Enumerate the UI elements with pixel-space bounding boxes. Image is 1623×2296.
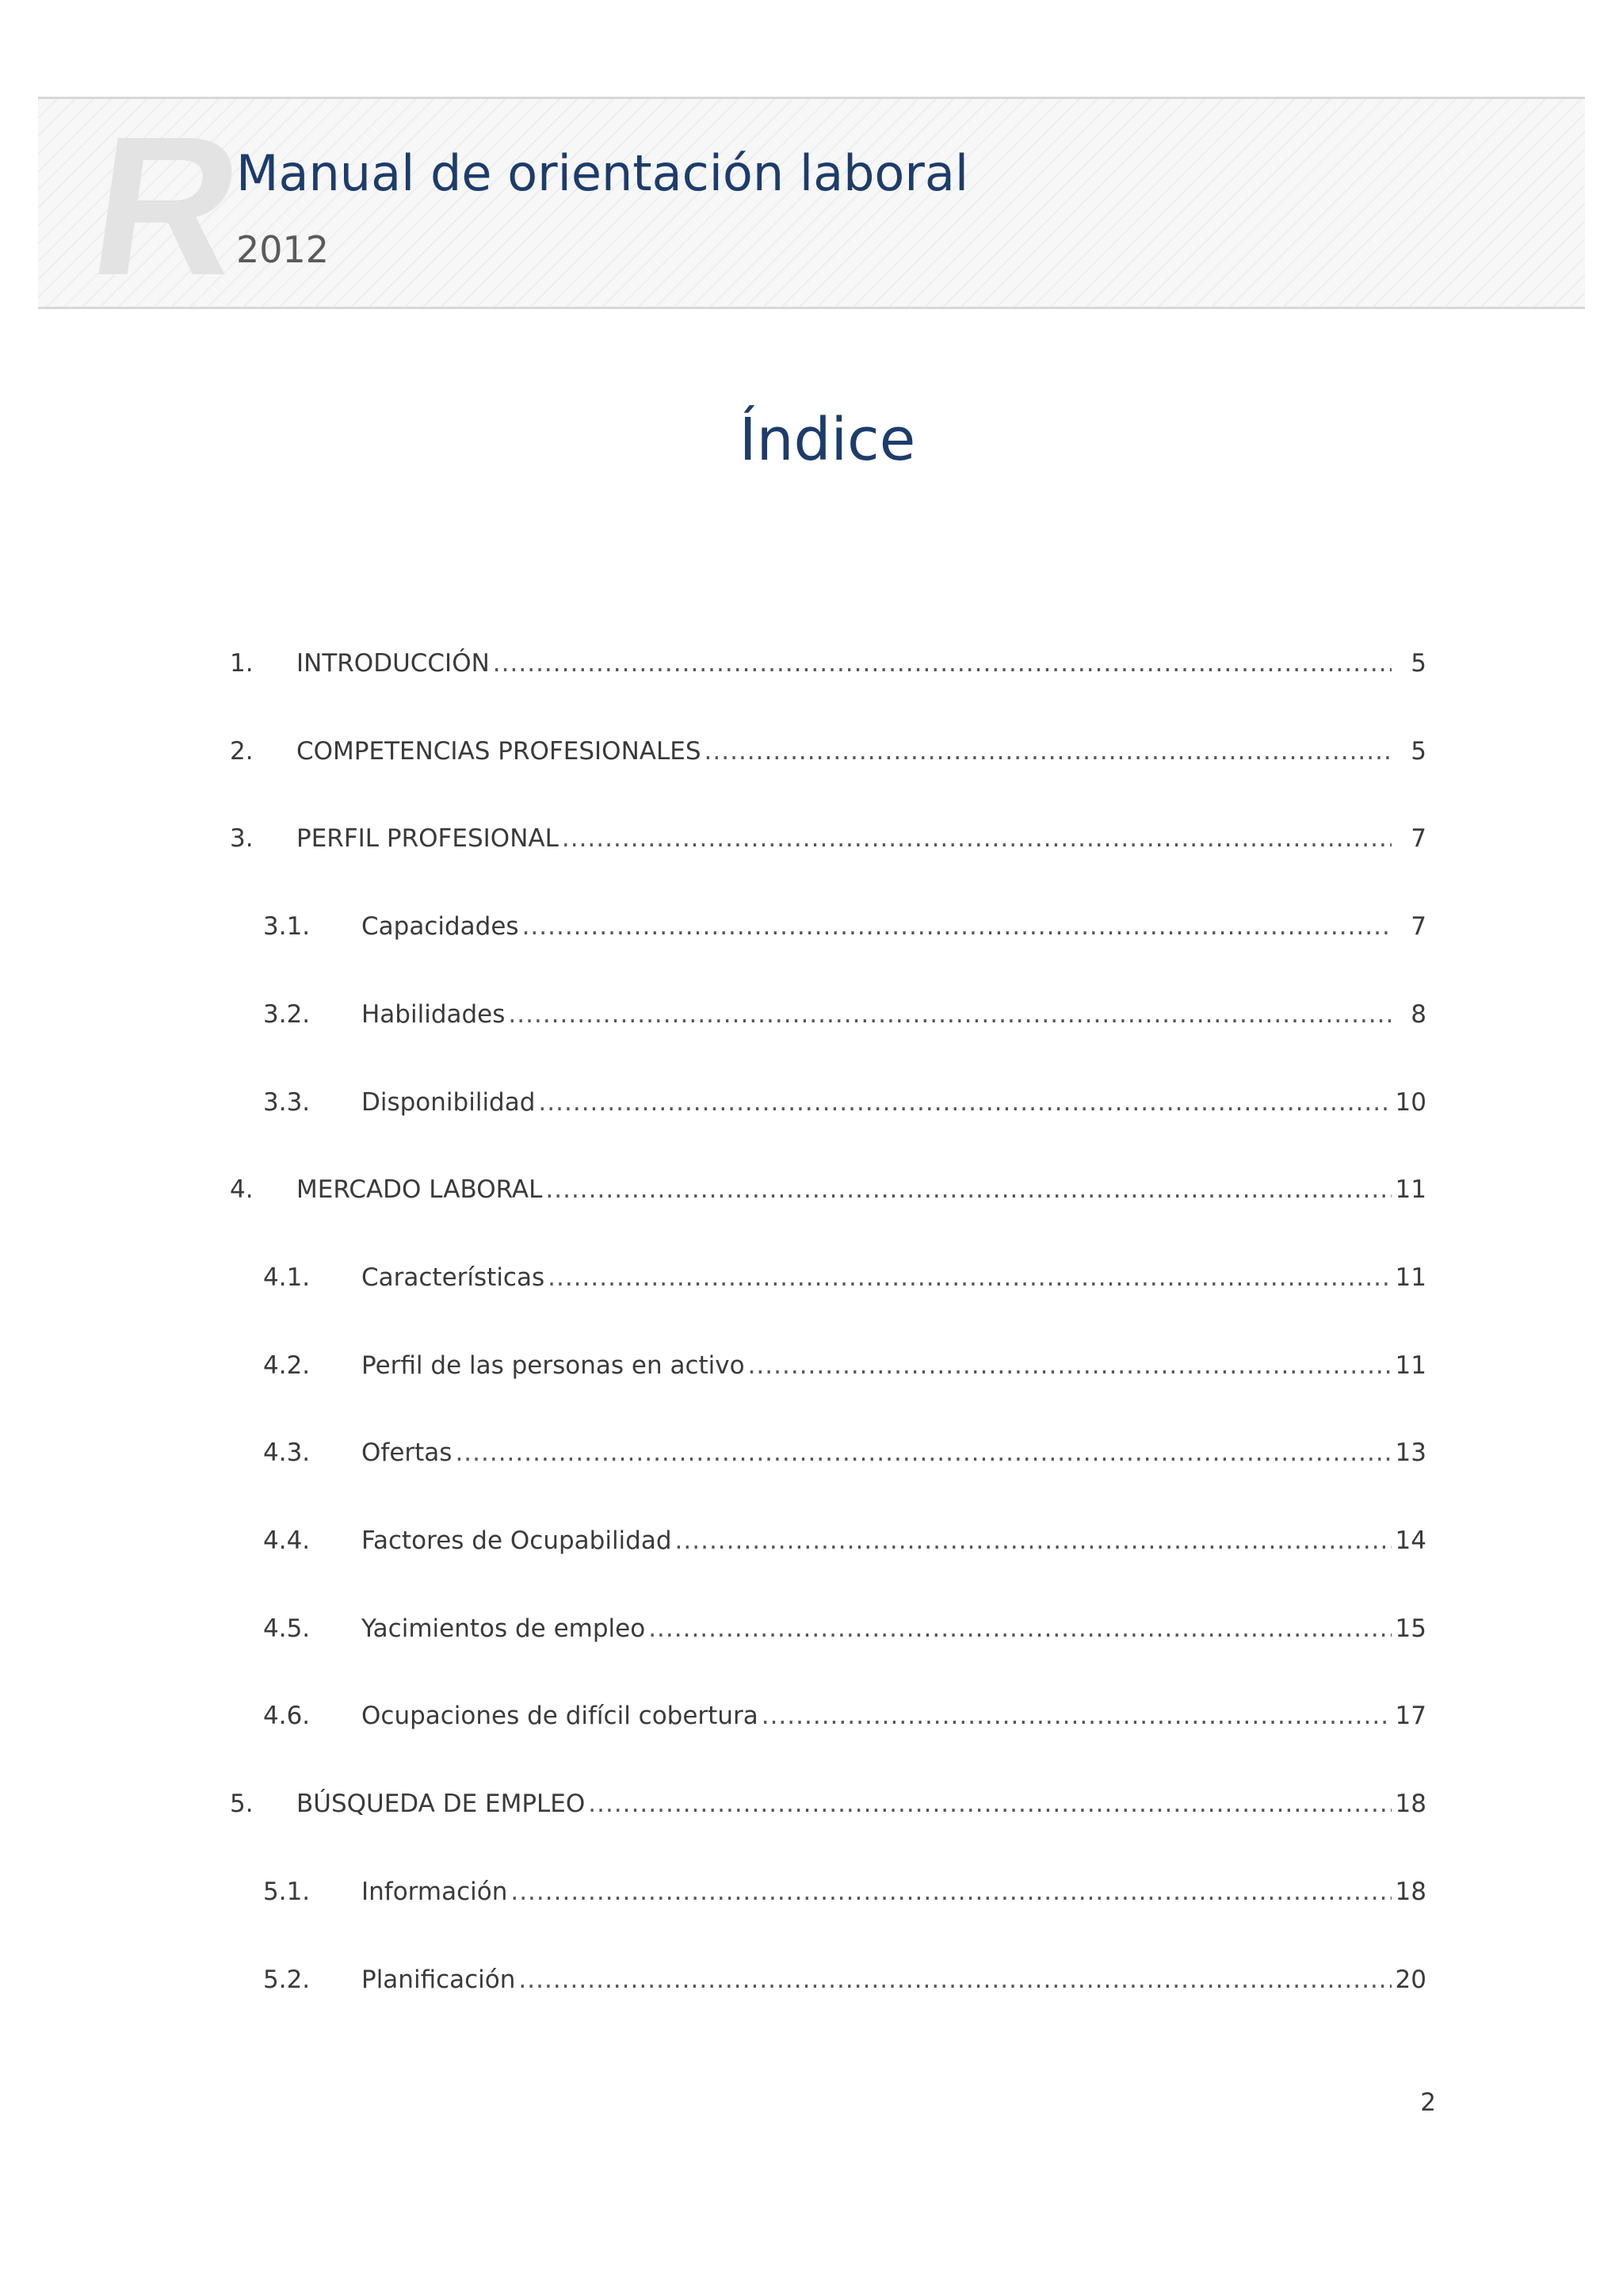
- toc-entry-page: 11: [1395, 1175, 1426, 1204]
- document-title: Manual de orientación laboral: [236, 144, 969, 202]
- toc-entry[interactable]: [230, 1083, 1426, 1122]
- toc-leader-dots: [648, 1609, 1392, 1648]
- toc-leader-dots: [675, 1521, 1392, 1561]
- toc-entry-number: 3.3.: [263, 1088, 311, 1117]
- toc-entry-number: 4.4.: [263, 1526, 311, 1555]
- toc-entry-label: COMPETENCIAS PROFESIONALES: [296, 737, 701, 766]
- toc-entry[interactable]: [230, 819, 1426, 858]
- toc-leader-dots: [748, 1346, 1392, 1385]
- toc-leader-dots: [762, 1696, 1392, 1736]
- toc-entry[interactable]: [230, 1960, 1426, 2000]
- toc-leader-dots: [562, 819, 1392, 858]
- toc-entry[interactable]: [230, 1872, 1426, 1912]
- toc-entry[interactable]: [230, 644, 1426, 683]
- toc-entry[interactable]: [230, 1784, 1426, 1824]
- document-year: 2012: [236, 228, 330, 271]
- toc-entry-label: Yacimientos de empleo: [361, 1614, 646, 1643]
- toc-entry-number: 4.: [230, 1175, 254, 1204]
- toc-entry-page: 10: [1395, 1088, 1426, 1117]
- toc-leader-dots: [705, 732, 1392, 771]
- toc-entry-label: Características: [361, 1263, 545, 1292]
- toc-entry-number: 4.5.: [263, 1614, 311, 1643]
- toc-leader-dots: [545, 1170, 1392, 1209]
- toc-entry[interactable]: [230, 732, 1426, 771]
- toc-entry-label: Capacidades: [361, 912, 519, 941]
- toc-entry-page: 11: [1395, 1263, 1426, 1292]
- toc-entry-page: 18: [1395, 1878, 1426, 1906]
- toc-entry-number: 1.: [230, 649, 254, 678]
- toc-entry-page: 7: [1411, 824, 1426, 853]
- toc-leader-dots: [522, 907, 1392, 946]
- toc-entry[interactable]: [230, 1696, 1426, 1736]
- toc-leader-dots: [493, 644, 1392, 683]
- toc-entry-label: Factores de Ocupabilidad: [361, 1526, 672, 1555]
- logo-watermark: R: [79, 95, 254, 316]
- toc-leader-dots: [518, 1960, 1392, 2000]
- toc-entry-page: 13: [1395, 1438, 1426, 1467]
- toc-entry-label: Disponibilidad: [361, 1088, 536, 1117]
- toc-entry-number: 4.2.: [263, 1351, 311, 1380]
- toc-entry-number: 4.3.: [263, 1438, 311, 1467]
- toc-entry-page: 17: [1395, 1702, 1426, 1730]
- index-heading: Índice: [739, 406, 916, 474]
- toc-entry-label: Perfil de las personas en activo: [361, 1351, 745, 1380]
- toc-entry-page: 11: [1395, 1351, 1426, 1380]
- toc-entry-page: 14: [1395, 1526, 1426, 1555]
- toc-entry-number: 2.: [230, 737, 254, 766]
- toc-leader-dots: [508, 995, 1392, 1034]
- toc-entry[interactable]: [230, 1433, 1426, 1473]
- toc-entry-label: BÚSQUEDA DE EMPLEO: [296, 1790, 586, 1818]
- toc-entry-label: INTRODUCCIÓN: [296, 649, 490, 678]
- toc-entry[interactable]: [230, 1521, 1426, 1561]
- toc-entry-label: Planificación: [361, 1966, 516, 1994]
- toc-entry-page: 20: [1395, 1966, 1426, 1994]
- toc-entry[interactable]: [230, 995, 1426, 1034]
- toc-leader-dots: [538, 1083, 1392, 1122]
- toc-entry-label: Ofertas: [361, 1438, 453, 1467]
- toc-entry-page: 18: [1395, 1790, 1426, 1818]
- toc-entry-number: 4.1.: [263, 1263, 311, 1292]
- page-number: 2: [1420, 2088, 1436, 2117]
- toc-leader-dots: [548, 1258, 1392, 1297]
- toc-entry-label: MERCADO LABORAL: [296, 1175, 543, 1204]
- document-header: [38, 95, 1585, 316]
- toc-entry-page: 5: [1411, 737, 1426, 766]
- toc-entry-label: Información: [361, 1878, 508, 1906]
- toc-entry-number: 5.1.: [263, 1878, 311, 1906]
- toc-entry-label: PERFIL PROFESIONAL: [296, 824, 559, 853]
- toc-entry-page: 7: [1411, 912, 1426, 941]
- toc-entry-page: 8: [1411, 1000, 1426, 1029]
- toc-entry[interactable]: [230, 1170, 1426, 1209]
- toc-entry[interactable]: [230, 907, 1426, 946]
- toc-entry-label: Habilidades: [361, 1000, 506, 1029]
- toc-entry-label: Ocupaciones de difícil cobertura: [361, 1702, 758, 1730]
- toc-entry-number: 3.1.: [263, 912, 311, 941]
- toc-entry[interactable]: [230, 1258, 1426, 1297]
- toc-entry[interactable]: [230, 1346, 1426, 1385]
- toc-leader-dots: [455, 1433, 1392, 1473]
- toc-entry-number: 5.2.: [263, 1966, 311, 1994]
- toc-entry-number: 5.: [230, 1790, 254, 1818]
- toc-entry-page: 15: [1395, 1614, 1426, 1643]
- toc-leader-dots: [510, 1872, 1392, 1912]
- toc-entry-number: 3.: [230, 824, 254, 853]
- toc-leader-dots: [588, 1784, 1392, 1824]
- toc-entry-number: 4.6.: [263, 1702, 311, 1730]
- toc-entry[interactable]: [230, 1609, 1426, 1648]
- toc-entry-number: 3.2.: [263, 1000, 311, 1029]
- toc-entry-page: 5: [1411, 649, 1426, 678]
